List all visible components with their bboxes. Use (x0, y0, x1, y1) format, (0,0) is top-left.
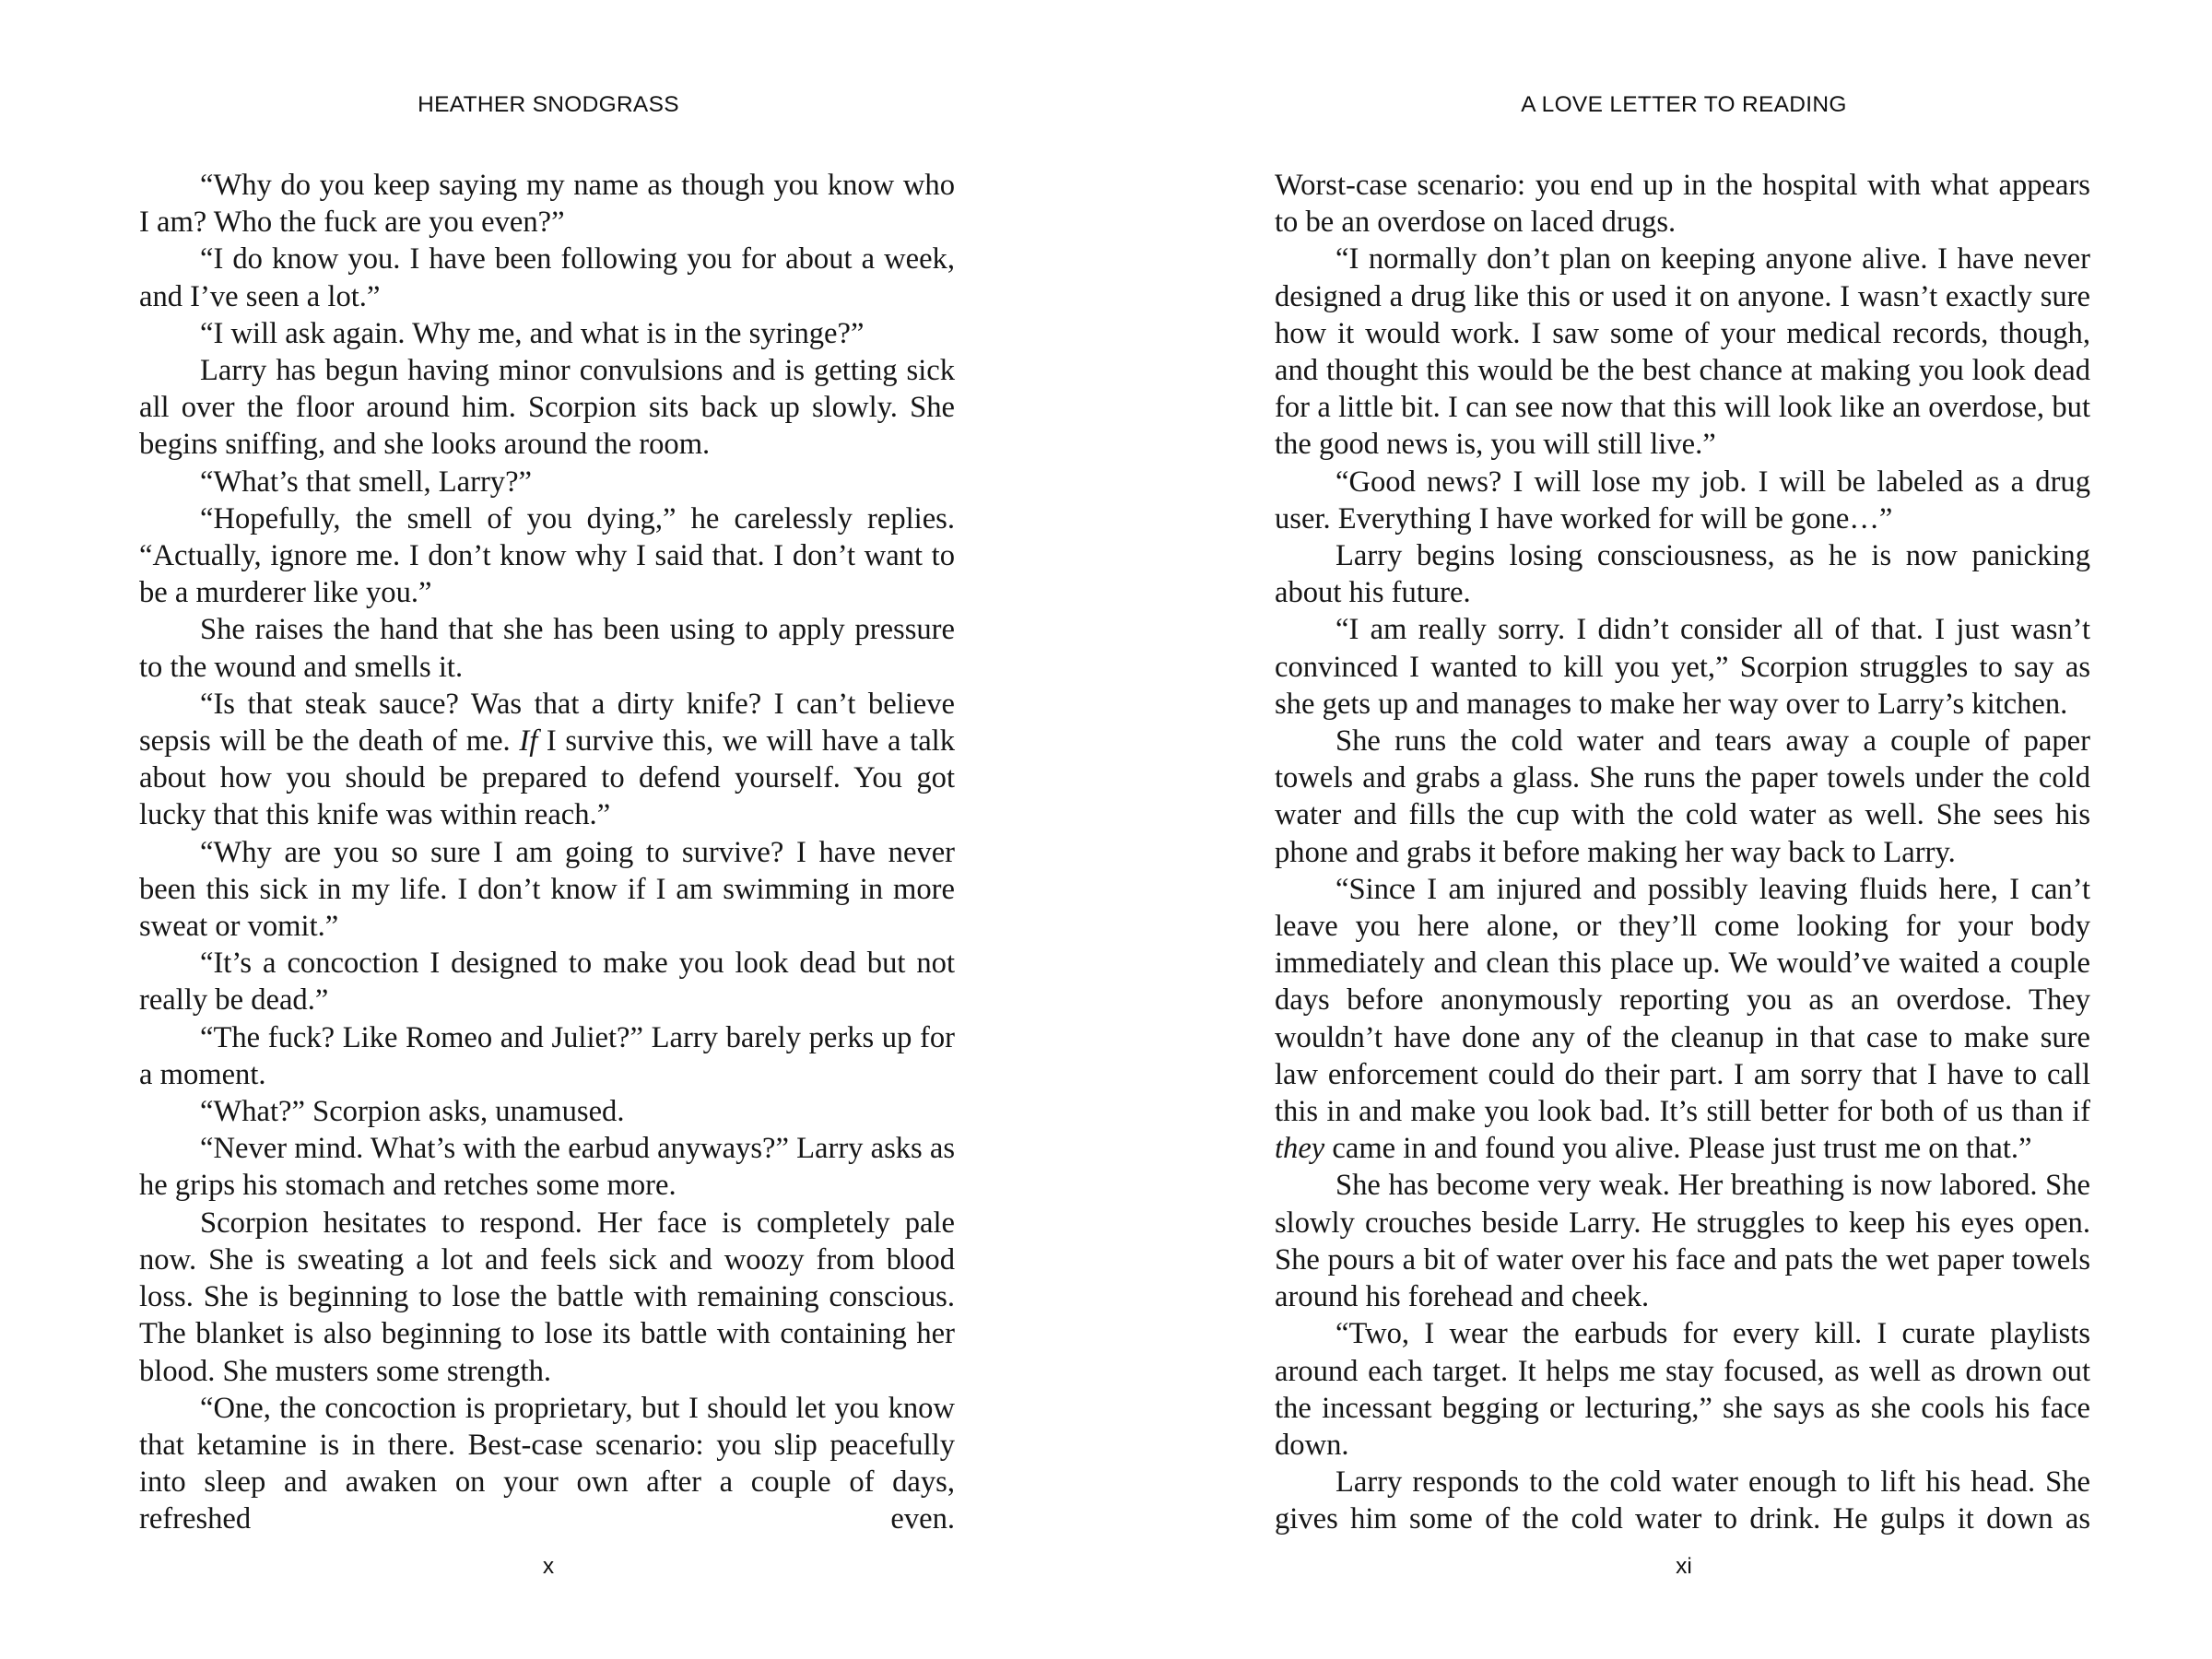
paragraph-text: “Why do you keep saying my name as though you know who I am? Who the fuck are you even?” (139, 169, 955, 240)
paragraph (139, 1130, 955, 1204)
paragraph (1275, 1167, 2090, 1315)
paragraph-text: Larry responds to the cold water enough to lift his head. She gives him some of the cold water to drink. He gulps it down as (1275, 1465, 2090, 1536)
paragraph-text: She runs the cold water and tears away a couple of paper towels and grabs a glass. She runs the paper towels under the cold water and fills the cup with the cold water as well. She sees his phone and grabs it before making her way back to Larry. (1275, 724, 2090, 869)
paragraph (1275, 1464, 2090, 1537)
paragraph (139, 1390, 955, 1538)
paragraph (139, 1205, 955, 1390)
paragraph-text: She has become very weak. Her breathing is now labored. She slowly crouches beside Larry. He struggles to keep his eyes open. She pours a bit of water over his face and pats the wet paper towels around his forehead and cheek. (1275, 1169, 2090, 1314)
paragraph-text: “Is that steak sauce? Was that a dirty knife? I can’t believe sepsis will be the death of me. (139, 687, 955, 759)
paragraph (139, 167, 955, 241)
paragraph-text: “Why are you so sure I am going to survive? I have never been this sick in my life. I don’t know if I am swimming in more sweat or vomit.” (139, 835, 955, 944)
paragraph-text: Larry has begun having minor convulsions and is getting sick all over the floor around him. Scorpion sits back up slowly. She begins sniffing, and she looks around the room. (139, 354, 955, 462)
paragraph-text: She raises the hand that she has been using to apply pressure to the wound and smells it. (139, 613, 955, 684)
paragraph (139, 834, 955, 946)
paragraph (139, 352, 955, 464)
paragraph (1275, 241, 2090, 463)
paragraph-text: “The fuck? Like Romeo and Juliet?” Larry barely perks up for a moment. (139, 1020, 955, 1091)
paragraph-text: “I am really sorry. I didn’t consider all of that. I just wasn’t convinced I wanted to kill you yet,” Scorpion struggles to say as she gets up and manages to make her way over to Larry’s kitchen. (1275, 613, 2090, 721)
paragraph (1275, 611, 2090, 723)
paragraph-text: Larry begins losing consciousness, as he is now panicking about his future. (1275, 539, 2090, 610)
paragraph (139, 1019, 955, 1093)
paragraph-text: “What’s that smell, Larry?” (200, 465, 533, 499)
italic-emphasis: If (519, 724, 538, 759)
paragraph (139, 241, 955, 314)
paragraph (1275, 871, 2090, 1168)
paragraph-text: came in and found you alive. Please just trust me on that.” (1324, 1132, 2032, 1166)
paragraph (1275, 723, 2090, 871)
paragraph (139, 945, 955, 1018)
paragraph (139, 611, 955, 685)
page-number: x (542, 1554, 555, 1579)
paragraph (139, 1093, 955, 1130)
paragraph-text: Worst-case scenario: you end up in the hospital with what appears to be an overdose on laced drugs. (1275, 169, 2090, 240)
paragraph-text: “Since I am injured and possibly leaving fluids here, I can’t leave you here alone, or they’ll come looking for your body immediately and clean this place up. We would’ve waited a couple days before anonymously reporting you as an overdose. They wouldn’t have done any of the cleanup in that case to make sure law enforcement could do their part. I am sorry that I have to call this in and make you look bad. It’s still better for both of us than if (1275, 872, 2090, 1129)
paragraph-text: Scorpion hesitates to respond. Her face is completely pale now. She is sweating a lot and feels sick and woozy from blood loss. She is beginning to lose the battle with remaining conscious. The blanket is also beginning to lose its battle with containing her blood. She musters some strength. (139, 1206, 955, 1388)
paragraph-text: “Never mind. What’s with the earbud anyways?” Larry asks as he grips his stomach and retches some more. (139, 1132, 956, 1203)
italic-emphasis: they (1275, 1132, 1325, 1166)
paragraph (1275, 464, 2090, 537)
paragraph-text: “Hopefully, the smell of you dying,” he carelessly replies. “Actually, ignore me. I don’t know why I said that. I don’t want to be a murderer like you.” (139, 501, 955, 610)
right-page (1106, 0, 2212, 1659)
paragraph (139, 464, 955, 500)
running-head-author: HEATHER SNODGRASS (418, 92, 679, 117)
paragraph (139, 686, 955, 834)
page-number: xi (1676, 1554, 1692, 1579)
paragraph-text: I survive this, we will have a talk about how you should be prepared to defend yourself. You got lucky that this knife was within reach.” (139, 724, 955, 832)
paragraph-text: “I will ask again. Why me, and what is in the syringe?” (200, 316, 865, 350)
right-page-body (1275, 167, 2090, 1538)
paragraph-text: “I do know you. I have been following you for about a week, and I’ve seen a lot.” (139, 242, 955, 313)
paragraph-text: “It’s a concoction I designed to make you look dead but not really be dead.” (139, 947, 955, 1018)
paragraph-text: “Two, I wear the earbuds for every kill. I curate playlists around each target. It helps me stay focused, as well as drown out the incessant begging or lecturing,” she says as she cools his face down. (1275, 1317, 2090, 1462)
paragraph-text: “I normally don’t plan on keeping anyone alive. I have never designed a drug like this or used it on anyone. I wasn’t exactly sure how it would work. I saw some of your medical records, though, and thought this would be the best chance at making you look dead for a little bit. I can see now that this will look like an overdose, but the good news is, you will still live.” (1275, 242, 2090, 462)
paragraph (1275, 1315, 2090, 1464)
paragraph (1275, 537, 2090, 611)
paragraph (139, 500, 955, 612)
paragraph-text: “What?” Scorpion asks, unamused. (200, 1095, 625, 1129)
left-page-body (139, 167, 955, 1538)
paragraph-text: “One, the concoction is proprietary, but I should let you know that ketamine is in there. Best-case scenario: you slip peacefully into sleep and awaken on your own after a couple of days, refreshed even. (139, 1391, 955, 1536)
paragraph-text: “Good news? I will lose my job. I will be labeled as a drug user. Everything I have worked for will be gone…” (1275, 465, 2090, 535)
paragraph-continued (1275, 167, 2090, 241)
running-head-title: A LOVE LETTER TO READING (1521, 92, 1847, 117)
paragraph (139, 315, 955, 352)
